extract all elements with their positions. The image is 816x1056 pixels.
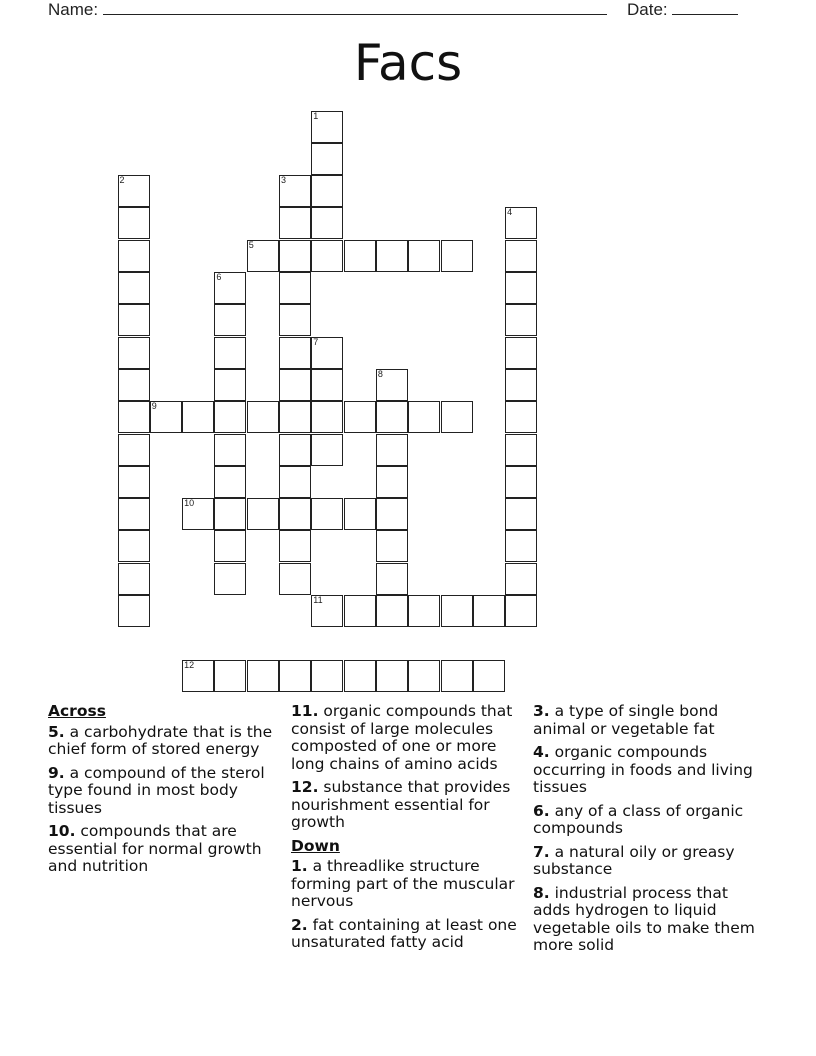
clue-number: 5: [248, 239, 254, 250]
grid-cell[interactable]: [408, 240, 440, 272]
clue-9: [48, 765, 284, 818]
grid-cell-9[interactable]: [150, 401, 182, 433]
grid-cell-10[interactable]: [182, 498, 214, 530]
clue-number: 6.: [533, 801, 550, 820]
grid-cell[interactable]: [118, 401, 150, 433]
grid-cell[interactable]: [505, 369, 537, 401]
down-clue-list: [291, 858, 527, 952]
grid-cell[interactable]: [441, 660, 473, 692]
clue-text: a type of single bond animal or vegetable fat: [533, 702, 719, 738]
grid-cell[interactable]: [505, 240, 537, 272]
date-label: Date:: [627, 0, 668, 19]
clue-10: [48, 823, 284, 876]
clue-number: 2: [119, 175, 125, 186]
clue-text: fat containing at least one unsaturated fatty acid: [291, 915, 517, 951]
grid-cell[interactable]: [344, 498, 376, 530]
grid-cell-8[interactable]: [376, 369, 408, 401]
clue-text: a natural oily or greasy substance: [533, 842, 735, 878]
clues-column-1: [48, 703, 284, 882]
grid-cell-5[interactable]: [247, 240, 279, 272]
grid-cell[interactable]: [376, 240, 408, 272]
grid-cell[interactable]: [376, 466, 408, 498]
grid-cell[interactable]: [505, 272, 537, 304]
clue-5: [48, 724, 284, 759]
grid-cell[interactable]: [118, 530, 150, 562]
grid-cell[interactable]: [376, 498, 408, 530]
clue-1: [291, 858, 527, 911]
grid-cell[interactable]: [118, 563, 150, 595]
grid-cell[interactable]: [344, 401, 376, 433]
grid-cell[interactable]: [279, 207, 311, 239]
grid-cell[interactable]: [311, 369, 343, 401]
grid-cell[interactable]: [279, 337, 311, 369]
clue-text: a carbohydrate that is the chief form of stored energy: [48, 722, 273, 758]
clue-text: organic compounds that consist of large molecules composted of one or more long chains of amino acids: [291, 702, 513, 773]
grid-cell[interactable]: [505, 401, 537, 433]
grid-cell[interactable]: [441, 595, 473, 627]
clue-number: 9.: [48, 763, 65, 782]
grid-cell[interactable]: [118, 337, 150, 369]
clue-number: 11.: [291, 702, 319, 720]
grid-cell[interactable]: [214, 401, 246, 433]
grid-cell[interactable]: [505, 563, 537, 595]
grid-cell[interactable]: [214, 563, 246, 595]
clue-number: 8.: [533, 883, 550, 902]
grid-cell[interactable]: [279, 304, 311, 336]
clue-number: 3.: [533, 702, 550, 720]
clue-4: [533, 744, 769, 797]
clue-text: a compound of the sterol type found in most body tissues: [48, 763, 265, 817]
grid-cell[interactable]: [505, 337, 537, 369]
grid-cell[interactable]: [118, 304, 150, 336]
grid-cell[interactable]: [376, 434, 408, 466]
grid-cell[interactable]: [118, 207, 150, 239]
grid-cell[interactable]: [505, 434, 537, 466]
down-heading: Down: [291, 836, 340, 855]
grid-cell[interactable]: [214, 369, 246, 401]
clue-number: 5.: [48, 722, 65, 741]
grid-cell[interactable]: [118, 369, 150, 401]
grid-cell[interactable]: [279, 369, 311, 401]
clue-6: [533, 803, 769, 838]
grid-cell[interactable]: [118, 272, 150, 304]
grid-cell-4[interactable]: [505, 207, 537, 239]
grid-cell[interactable]: [311, 207, 343, 239]
grid-cell[interactable]: [279, 272, 311, 304]
grid-cell[interactable]: [376, 660, 408, 692]
clue-12: [291, 779, 527, 832]
clue-3: [533, 703, 769, 738]
grid-cell[interactable]: [279, 530, 311, 562]
grid-cell[interactable]: [118, 595, 150, 627]
grid-cell[interactable]: [441, 401, 473, 433]
grid-cell[interactable]: [376, 401, 408, 433]
grid-cell[interactable]: [408, 595, 440, 627]
grid-cell[interactable]: [279, 240, 311, 272]
grid-cell[interactable]: [505, 595, 537, 627]
name-label: Name:: [48, 0, 99, 19]
grid-cell[interactable]: [214, 660, 246, 692]
grid-cell[interactable]: [279, 563, 311, 595]
grid-cell[interactable]: [473, 595, 505, 627]
grid-cell[interactable]: [376, 563, 408, 595]
clue-number: 12.: [291, 778, 319, 796]
grid-cell[interactable]: [311, 240, 343, 272]
grid-cell[interactable]: [344, 595, 376, 627]
grid-cell[interactable]: [214, 434, 246, 466]
clue-number: 1: [313, 110, 319, 121]
grid-cell[interactable]: [441, 240, 473, 272]
grid-cell[interactable]: [505, 466, 537, 498]
clue-number: 10: [184, 498, 195, 509]
grid-cell[interactable]: [311, 498, 343, 530]
grid-cell-7[interactable]: [311, 337, 343, 369]
grid-cell[interactable]: [311, 434, 343, 466]
grid-cell[interactable]: [214, 466, 246, 498]
clue-number: 3: [281, 175, 287, 186]
clue-text: industrial process that adds hydrogen to liquid vegetable oils to make them more solid: [533, 883, 755, 954]
grid-cell[interactable]: [118, 466, 150, 498]
grid-cell-12[interactable]: [182, 660, 214, 692]
clue-text: substance that provides nourishment essential for growth: [291, 778, 511, 831]
grid-cell[interactable]: [408, 660, 440, 692]
clue-number: 12: [184, 659, 195, 670]
grid-cell[interactable]: [279, 466, 311, 498]
clue-number: 7.: [533, 842, 550, 861]
grid-cell[interactable]: [344, 240, 376, 272]
grid-cell[interactable]: [118, 498, 150, 530]
grid-cell[interactable]: [505, 304, 537, 336]
across-heading: Across: [48, 702, 106, 720]
clue-7: [533, 844, 769, 879]
clue-11: [291, 703, 527, 773]
grid-cell[interactable]: [311, 660, 343, 692]
clue-number: 4.: [533, 743, 550, 761]
grid-cell-6[interactable]: [214, 272, 246, 304]
grid-cell[interactable]: [118, 434, 150, 466]
grid-cell-3[interactable]: [279, 175, 311, 207]
grid-cell[interactable]: [182, 401, 214, 433]
down-clue-list-continued: [533, 703, 769, 955]
grid-cell[interactable]: [247, 498, 279, 530]
clue-text: compounds that are essential for normal growth and nutrition: [48, 822, 262, 875]
across-clue-list: [48, 724, 284, 876]
clue-number: 11: [313, 595, 323, 605]
clues-column-3: [533, 703, 769, 961]
grid-cell[interactable]: [408, 401, 440, 433]
grid-cell[interactable]: [311, 175, 343, 207]
grid-cell[interactable]: [118, 240, 150, 272]
grid-cell[interactable]: [279, 401, 311, 433]
grid-cell-11[interactable]: [311, 595, 343, 627]
clue-number: 6: [216, 272, 222, 282]
clue-text: organic compounds occurring in foods and living tissues: [533, 743, 753, 796]
clue-text: a threadlike structure forming part of the muscular nervous: [291, 857, 515, 910]
grid-cell[interactable]: [344, 660, 376, 692]
clue-text: any of a class of organic compounds: [533, 801, 744, 837]
grid-cell[interactable]: [279, 498, 311, 530]
grid-cell[interactable]: [214, 337, 246, 369]
clue-2: [291, 917, 527, 952]
grid-cell-1[interactable]: [311, 111, 343, 143]
grid-cell[interactable]: [214, 530, 246, 562]
grid-cell[interactable]: [279, 660, 311, 692]
grid-cell[interactable]: [214, 498, 246, 530]
clue-number: 1.: [291, 857, 308, 875]
clue-number: 2.: [291, 915, 308, 934]
clue-number: 7: [313, 336, 319, 347]
grid-cell[interactable]: [376, 595, 408, 627]
clue-number: 8: [377, 368, 383, 379]
grid-cell[interactable]: [247, 401, 279, 433]
page-title: Facs: [353, 34, 463, 92]
grid-cell-2[interactable]: [118, 175, 150, 207]
grid-cell[interactable]: [279, 434, 311, 466]
clue-number: 10.: [48, 822, 76, 840]
grid-cell[interactable]: [505, 498, 537, 530]
clue-number: 4: [507, 207, 513, 218]
clue-number: 9: [151, 401, 157, 412]
clue-8: [533, 885, 769, 955]
grid-cell[interactable]: [376, 530, 408, 562]
grid-cell[interactable]: [214, 304, 246, 336]
across-clue-list-continued: [291, 703, 527, 832]
clues-column-2: [291, 703, 527, 958]
grid-cell[interactable]: [311, 401, 343, 433]
grid-cell[interactable]: [473, 660, 505, 692]
grid-cell[interactable]: [311, 143, 343, 175]
grid-cell[interactable]: [505, 530, 537, 562]
grid-cell[interactable]: [247, 660, 279, 692]
